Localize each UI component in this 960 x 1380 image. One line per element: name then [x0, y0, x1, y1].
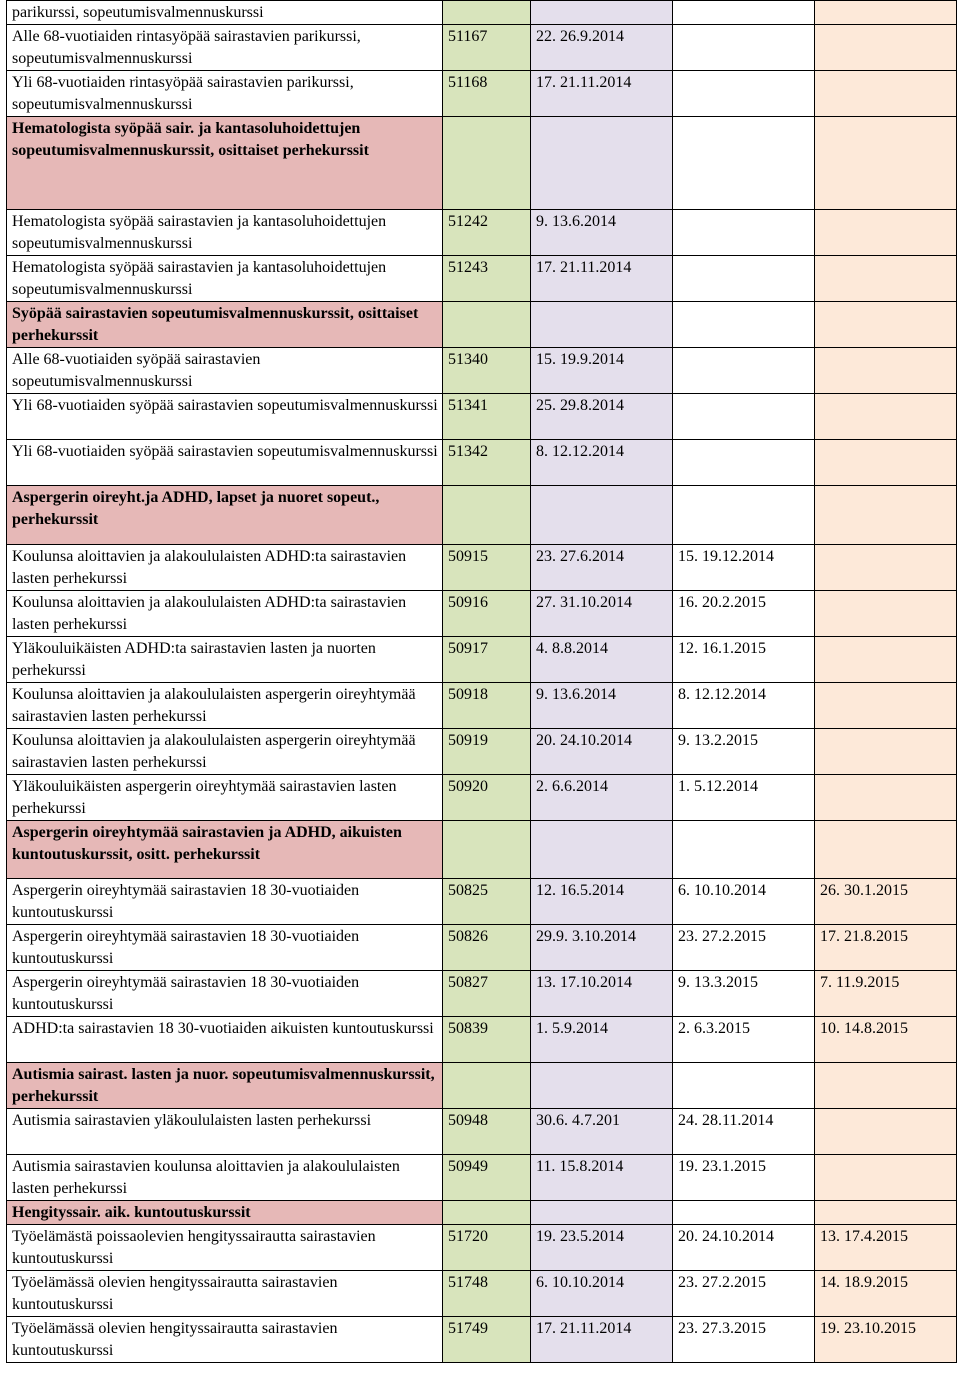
course-date-2-cell: 23. 27.2.2015 — [673, 925, 815, 971]
course-code-cell: 50827 — [443, 971, 531, 1017]
course-date-3-cell: 19. 23.10.2015 — [815, 1317, 957, 1363]
course-date-1-cell: 20. 24.10.2014 — [531, 729, 673, 775]
course-date-1-cell: 12. 16.5.2014 — [531, 879, 673, 925]
course-row — [7, 440, 957, 486]
course-date-2-cell: 9. 13.2.2015 — [673, 729, 815, 775]
course-row — [7, 256, 957, 302]
course-date-2-cell — [673, 117, 815, 210]
course-code-cell — [443, 117, 531, 210]
course-date-1-cell: 13. 17.10.2014 — [531, 971, 673, 1017]
course-code-cell: 50916 — [443, 591, 531, 637]
course-name-cell: Koulunsa aloittavien ja alakoululaisten aspergerin oireyhtymää sairastavien lasten perhekurssi — [7, 729, 443, 775]
course-row — [7, 1109, 957, 1155]
course-code-cell: 51748 — [443, 1271, 531, 1317]
course-group-row — [7, 821, 957, 879]
course-date-3-cell — [815, 71, 957, 117]
course-date-2-cell: 23. 27.2.2015 — [673, 1271, 815, 1317]
course-code-cell: 50949 — [443, 1155, 531, 1201]
course-row — [7, 348, 957, 394]
course-row — [7, 1317, 957, 1363]
course-date-2-cell — [673, 394, 815, 440]
course-name-cell: Alle 68-vuotiaiden syöpää sairastavien sopeutumisvalmennuskurssi — [7, 348, 443, 394]
course-code-cell: 51242 — [443, 210, 531, 256]
course-name-cell: Syöpää sairastavien sopeutumisvalmennuskurssit, osittaiset perhekurssit — [7, 302, 443, 348]
course-name-cell: Työelämästä poissaolevien hengityssairautta sairastavien kuntoutuskurssi — [7, 1225, 443, 1271]
course-code-cell: 50919 — [443, 729, 531, 775]
course-name-cell: Hengityssair. aik. kuntoutuskurssit — [7, 1201, 443, 1225]
course-group-row — [7, 1063, 957, 1109]
course-date-2-cell — [673, 440, 815, 486]
course-date-1-cell: 25. 29.8.2014 — [531, 394, 673, 440]
course-code-cell: 51168 — [443, 71, 531, 117]
course-row — [7, 683, 957, 729]
course-date-3-cell — [815, 348, 957, 394]
course-date-1-cell: 30.6. 4.7.201 — [531, 1109, 673, 1155]
course-name-cell: Aspergerin oireyhtymää sairastavien 18 30-vuotiaiden kuntoutuskurssi — [7, 925, 443, 971]
course-date-2-cell — [673, 210, 815, 256]
course-date-3-cell — [815, 821, 957, 879]
course-date-3-cell — [815, 256, 957, 302]
course-date-3-cell — [815, 210, 957, 256]
course-code-cell — [443, 302, 531, 348]
course-group-row — [7, 1201, 957, 1225]
course-date-1-cell — [531, 117, 673, 210]
course-date-3-cell — [815, 545, 957, 591]
course-date-1-cell — [531, 486, 673, 545]
course-date-2-cell — [673, 1201, 815, 1225]
course-date-3-cell — [815, 302, 957, 348]
course-date-3-cell — [815, 1063, 957, 1109]
course-date-2-cell — [673, 348, 815, 394]
course-code-cell — [443, 821, 531, 879]
course-date-3-cell — [815, 1201, 957, 1225]
course-date-3-cell — [815, 637, 957, 683]
course-name-cell: Yläkouluikäisten aspergerin oireyhtymää sairastavien lasten perhekurssi — [7, 775, 443, 821]
course-date-1-cell: 9. 13.6.2014 — [531, 683, 673, 729]
course-date-1-cell: 11. 15.8.2014 — [531, 1155, 673, 1201]
course-date-2-cell — [673, 71, 815, 117]
course-name-cell: Alle 68-vuotiaiden rintasyöpää sairastavien parikurssi, sopeutumisvalmennuskurssi — [7, 25, 443, 71]
course-name-cell: ADHD:ta sairastavien 18 30-vuotiaiden aikuisten kuntoutuskurssi — [7, 1017, 443, 1063]
course-date-3-cell — [815, 683, 957, 729]
course-code-cell: 50918 — [443, 683, 531, 729]
course-row — [7, 879, 957, 925]
course-row — [7, 637, 957, 683]
course-group-row — [7, 117, 957, 210]
course-date-1-cell: 1. 5.9.2014 — [531, 1017, 673, 1063]
course-row — [7, 1155, 957, 1201]
course-code-cell: 50917 — [443, 637, 531, 683]
course-date-1-cell: 15. 19.9.2014 — [531, 348, 673, 394]
course-code-cell: 51243 — [443, 256, 531, 302]
course-date-3-cell: 26. 30.1.2015 — [815, 879, 957, 925]
course-row — [7, 545, 957, 591]
course-code-cell: 51167 — [443, 25, 531, 71]
course-date-3-cell — [815, 1109, 957, 1155]
course-name-cell: Aspergerin oireyhtymää sairastavien 18 30-vuotiaiden kuntoutuskurssi — [7, 879, 443, 925]
course-row — [7, 591, 957, 637]
course-date-2-cell: 23. 27.3.2015 — [673, 1317, 815, 1363]
course-row — [7, 210, 957, 256]
course-table-body — [7, 1, 957, 1363]
course-date-3-cell — [815, 440, 957, 486]
course-date-1-cell — [531, 1, 673, 25]
course-date-1-cell: 6. 10.10.2014 — [531, 1271, 673, 1317]
course-name-cell: Aspergerin oireyht.ja ADHD, lapset ja nuoret sopeut., perhekurssit — [7, 486, 443, 545]
course-row — [7, 1017, 957, 1063]
course-date-1-cell: 8. 12.12.2014 — [531, 440, 673, 486]
course-name-cell: Autismia sairastavien yläkoululaisten lasten perhekurssi — [7, 1109, 443, 1155]
course-name-cell: Yläkouluikäisten ADHD:ta sairastavien lasten ja nuorten perhekurssi — [7, 637, 443, 683]
course-code-cell: 50839 — [443, 1017, 531, 1063]
course-name-cell: Työelämässä olevien hengityssairautta sairastavien kuntoutuskurssi — [7, 1317, 443, 1363]
course-date-2-cell: 12. 16.1.2015 — [673, 637, 815, 683]
course-date-2-cell: 6. 10.10.2014 — [673, 879, 815, 925]
course-date-1-cell: 17. 21.11.2014 — [531, 71, 673, 117]
course-date-3-cell — [815, 486, 957, 545]
course-date-1-cell: 4. 8.8.2014 — [531, 637, 673, 683]
course-date-1-cell — [531, 1063, 673, 1109]
course-row — [7, 925, 957, 971]
course-name-cell: Aspergerin oireyhtymää sairastavien 18 30-vuotiaiden kuntoutuskurssi — [7, 971, 443, 1017]
course-row — [7, 971, 957, 1017]
course-date-3-cell — [815, 1, 957, 25]
course-date-3-cell — [815, 729, 957, 775]
course-row — [7, 1225, 957, 1271]
course-code-cell: 50826 — [443, 925, 531, 971]
course-date-2-cell — [673, 1063, 815, 1109]
course-name-cell: Yli 68-vuotiaiden syöpää sairastavien sopeutumisvalmennuskurssi — [7, 440, 443, 486]
course-date-3-cell: 10. 14.8.2015 — [815, 1017, 957, 1063]
course-group-row — [7, 486, 957, 545]
course-code-cell: 51340 — [443, 348, 531, 394]
course-name-cell: Koulunsa aloittavien ja alakoululaisten aspergerin oireyhtymää sairastavien lasten perhekurssi — [7, 683, 443, 729]
course-code-cell: 50915 — [443, 545, 531, 591]
course-date-1-cell: 17. 21.11.2014 — [531, 256, 673, 302]
course-code-cell — [443, 1201, 531, 1225]
course-date-1-cell: 29.9. 3.10.2014 — [531, 925, 673, 971]
course-name-cell: Koulunsa aloittavien ja alakoululaisten ADHD:ta sairastavien lasten perhekurssi — [7, 591, 443, 637]
course-name-cell: Hematologista syöpää sairastavien ja kantasoluhoidettujen sopeutumisvalmennuskurssi — [7, 256, 443, 302]
course-date-2-cell: 8. 12.12.2014 — [673, 683, 815, 729]
course-code-cell — [443, 1063, 531, 1109]
course-date-3-cell — [815, 591, 957, 637]
course-date-1-cell — [531, 302, 673, 348]
course-date-2-cell — [673, 256, 815, 302]
course-name-cell: Hematologista syöpää sair. ja kantasoluhoidettujen sopeutumisvalmennuskurssit, osittaiset perhekurssit — [7, 117, 443, 210]
course-date-1-cell: 23. 27.6.2014 — [531, 545, 673, 591]
course-date-1-cell: 22. 26.9.2014 — [531, 25, 673, 71]
course-name-cell: Autismia sairastavien koulunsa aloittavien ja alakoululaisten lasten perhekurssi — [7, 1155, 443, 1201]
course-name-cell: Koulunsa aloittavien ja alakoululaisten ADHD:ta sairastavien lasten perhekurssi — [7, 545, 443, 591]
course-date-2-cell — [673, 821, 815, 879]
course-name-cell: Yli 68-vuotiaiden syöpää sairastavien sopeutumisvalmennuskurssi — [7, 394, 443, 440]
course-date-3-cell: 7. 11.9.2015 — [815, 971, 957, 1017]
course-name-cell: parikurssi, sopeutumisvalmennuskurssi — [7, 1, 443, 25]
course-date-1-cell: 9. 13.6.2014 — [531, 210, 673, 256]
course-date-3-cell — [815, 117, 957, 210]
course-date-1-cell: 17. 21.11.2014 — [531, 1317, 673, 1363]
course-row — [7, 25, 957, 71]
course-date-2-cell: 15. 19.12.2014 — [673, 545, 815, 591]
course-code-cell — [443, 486, 531, 545]
course-date-2-cell: 24. 28.11.2014 — [673, 1109, 815, 1155]
course-row — [7, 1, 957, 25]
course-date-3-cell: 14. 18.9.2015 — [815, 1271, 957, 1317]
course-date-3-cell: 13. 17.4.2015 — [815, 1225, 957, 1271]
course-date-1-cell: 27. 31.10.2014 — [531, 591, 673, 637]
course-name-cell: Työelämässä olevien hengityssairautta sairastavien kuntoutuskurssi — [7, 1271, 443, 1317]
course-code-cell: 51749 — [443, 1317, 531, 1363]
course-date-2-cell — [673, 1, 815, 25]
course-code-cell: 51341 — [443, 394, 531, 440]
course-code-cell: 50948 — [443, 1109, 531, 1155]
course-date-2-cell — [673, 25, 815, 71]
course-date-2-cell — [673, 302, 815, 348]
course-table — [6, 0, 957, 1363]
course-row — [7, 775, 957, 821]
course-code-cell: 51342 — [443, 440, 531, 486]
course-date-2-cell: 1. 5.12.2014 — [673, 775, 815, 821]
course-code-cell: 51720 — [443, 1225, 531, 1271]
course-date-3-cell — [815, 1155, 957, 1201]
course-date-3-cell — [815, 394, 957, 440]
course-date-3-cell: 17. 21.8.2015 — [815, 925, 957, 971]
course-code-cell: 50920 — [443, 775, 531, 821]
course-name-cell: Yli 68-vuotiaiden rintasyöpää sairastavien parikurssi, sopeutumisvalmennuskurssi — [7, 71, 443, 117]
course-row — [7, 71, 957, 117]
course-date-1-cell: 2. 6.6.2014 — [531, 775, 673, 821]
course-date-2-cell: 20. 24.10.2014 — [673, 1225, 815, 1271]
course-date-2-cell: 9. 13.3.2015 — [673, 971, 815, 1017]
course-name-cell: Aspergerin oireyhtymää sairastavien ja ADHD, aikuisten kuntoutuskurssit, ositt. perhekurssit — [7, 821, 443, 879]
course-date-2-cell — [673, 486, 815, 545]
course-date-3-cell — [815, 25, 957, 71]
course-row — [7, 1271, 957, 1317]
course-name-cell: Autismia sairast. lasten ja nuor. sopeutumisvalmennuskurssit, perhekurssit — [7, 1063, 443, 1109]
course-date-2-cell: 2. 6.3.2015 — [673, 1017, 815, 1063]
course-date-2-cell: 16. 20.2.2015 — [673, 591, 815, 637]
course-row — [7, 394, 957, 440]
course-row — [7, 729, 957, 775]
course-code-cell — [443, 1, 531, 25]
course-group-row — [7, 302, 957, 348]
course-date-1-cell — [531, 821, 673, 879]
course-date-1-cell — [531, 1201, 673, 1225]
course-date-2-cell: 19. 23.1.2015 — [673, 1155, 815, 1201]
course-date-3-cell — [815, 775, 957, 821]
course-code-cell: 50825 — [443, 879, 531, 925]
course-name-cell: Hematologista syöpää sairastavien ja kantasoluhoidettujen sopeutumisvalmennuskurssi — [7, 210, 443, 256]
course-date-1-cell: 19. 23.5.2014 — [531, 1225, 673, 1271]
